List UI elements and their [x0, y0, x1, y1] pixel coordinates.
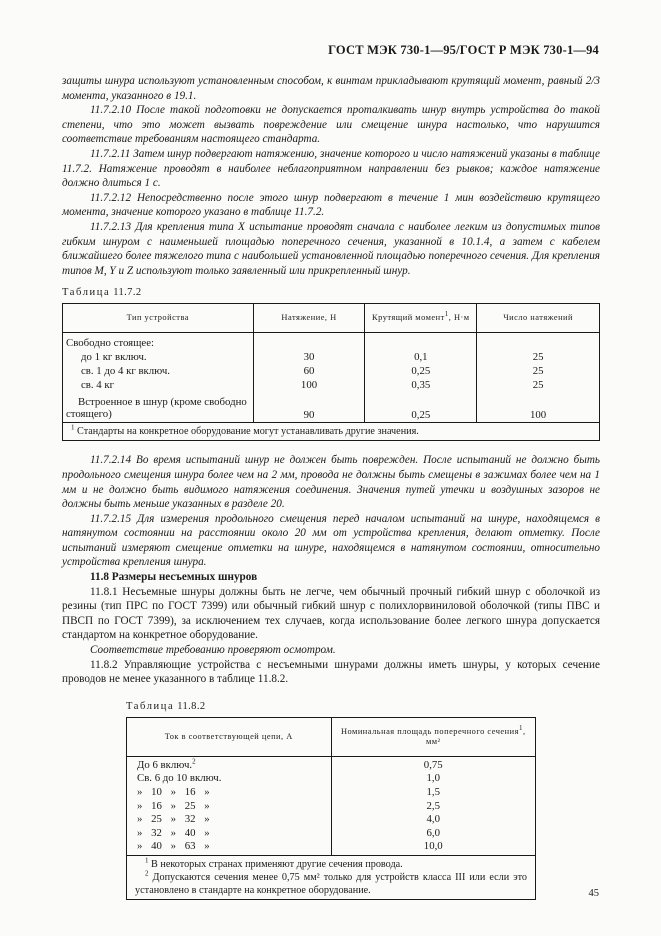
section-heading: 11.8 Размеры несъемных шнуров [90, 571, 258, 584]
paragraph-11-7-2-10: 11.7.2.10 После такой подготовки не допускается проталкивать шнур внутрь устройства до такой степени, что это может вызвать повреждение или смещение шнура настолько, что нарушится соответствие требованиям настоящего стандарта. [62, 104, 600, 146]
table-11-8-2 [126, 717, 536, 900]
table-footnotes: $^1$ В некоторых странах применяют другие сечения провода. $^2$ Допускаются сечения менее 0,75 мм² только для устройств класса III или если это установлено в стандарте на конкретное оборудование. [127, 855, 536, 899]
paragraph: защиты шнура используют установленным способом, к винтам прикладывают крутящий момент, равный 2/3 момента, указанного в 19.1. [62, 75, 600, 102]
table-11-7-2 [62, 303, 600, 441]
table-row: До 6 включ.$^2$ 0,75 [127, 756, 536, 772]
table-header-row [63, 304, 600, 333]
header-count: Число натяжений [477, 304, 600, 333]
paragraph-11-7-2-13: 11.7.2.13 Для крепления типа X испытание проводят сначала с наиболее легким из допустимых типов гибким шнуром с наименьшей площадью поперечного сечения, указанной в 10.1.4, а затем с кабелем ближайшего более тяжелого типа с наибольшей установленной площадью поперечного сечения. Для крепления типов M, Y и Z используют только заявленный или прикрепленный шнур. [62, 220, 600, 277]
page-number: 45 [588, 888, 599, 899]
header-current: Ток в соответствующей цепи, А [127, 717, 332, 756]
table-row: Св. 6 до 10 включ. 1,0 [127, 772, 536, 786]
table-row: Встроенное в шнур (кроме свободно стоящего) 90 0,25 100 [63, 392, 600, 423]
table-row: до 1 кг включ. 30 0,1 25 [63, 350, 600, 364]
paragraph-11-7-2-12: 11.7.2.12 Непосредственно после этого шнур подвергают в течение 1 мин воздействию крутящего момента, значение которого указано в таблице 11.7.2. [62, 191, 600, 219]
table-footnote-row [127, 855, 536, 899]
table-row: » 25 » 32 » 4,0 [127, 813, 536, 827]
table-row: » 32 » 40 » 6,0 [127, 827, 536, 841]
paragraph-11-7-2-14: 11.7.2.14 Во время испытаний шнур не должен быть поврежден. После испытаний не должно быть продольного смещения шнура более чем на 2 мм, провода не должны быть смещены в зажимах более чем на 1 мм и не должно быть видимого натяжения соединения. Значения путей утечки и воздушных зазоров не должны быть меньше указанных в разделе 20. [62, 454, 600, 511]
table-row: св. 4 кг 100 0,35 25 [63, 378, 600, 392]
table-caption: Таблица 11.7.2 [62, 287, 142, 299]
table-header-row [127, 717, 536, 756]
table-row: » 40 » 63 » 10,0 [127, 840, 536, 855]
table-row: » 16 » 25 » 2,5 [127, 800, 536, 814]
page-body [62, 74, 600, 900]
table-row: Свободно стоящее: [63, 333, 600, 351]
table-row: св. 1 до 4 кг включ. 60 0,25 25 [63, 364, 600, 378]
header-tension: Натяжение, Н [253, 304, 365, 333]
header-device-type: Тип устройства [63, 304, 254, 333]
table-row: » 10 » 16 » 1,5 [127, 786, 536, 800]
table-footnote: $^1$ Стандарты на конкретное оборудование могут устанавливать другие значения. [63, 423, 600, 441]
table-caption: Таблица 11.8.2 [126, 700, 206, 712]
paragraph-11-7-2-15: 11.7.2.15 Для измерения продольного смещения перед началом испытаний на шнуре, находящемся в натянутом состоянии на расстоянии около 20 мм от устройства крепления, делают отметку. После испытаний измеряют смещение отметки на шнуре, находящемся в натянутом состоянии, относительно устройства крепления шнура. [62, 512, 600, 569]
paragraph-11-7-2-11: 11.7.2.11 Затем шнур подвергают натяжению, значение которого и число натяжений указаны в таблице 11.7.2. Натяжение проводят в наиболее неблагоприятном направлении без рывков; каждое натяжение должно длиться 1 с. [62, 147, 600, 190]
paragraph-11-8-1: 11.8.1 Несъемные шнуры должны быть не легче, чем обычный прочный гибкий шнур с оболочкой из резины (тип ПРС по ГОСТ 7399) или обычный гибкий шнур с полихлорвиниловой оболочкой (типы ПВС и ПВСП по ГОСТ 7399), за исключением тех случаев, когда использование более легкого шнура допускается стандартом на конкретное оборудование. [62, 585, 600, 642]
header-cross-section: Номинальная площадь поперечного сечения$^1$, мм² [331, 717, 535, 756]
table-footnote-row [63, 423, 600, 441]
paragraph-11-8-2: 11.8.2 Управляющие устройства с несъемными шнурами должны иметь шнуры, у которых сечение проводов не менее указанного в таблице 11.8.2. [62, 658, 600, 686]
paragraph-compliance: Соответствие требованию проверяют осмотром. [90, 644, 336, 657]
header-torque: Крутящий момент$^1$, Н·м [365, 304, 477, 333]
running-header: ГОСТ МЭК 730-1—95/ГОСТ Р МЭК 730-1—94 [328, 43, 599, 57]
